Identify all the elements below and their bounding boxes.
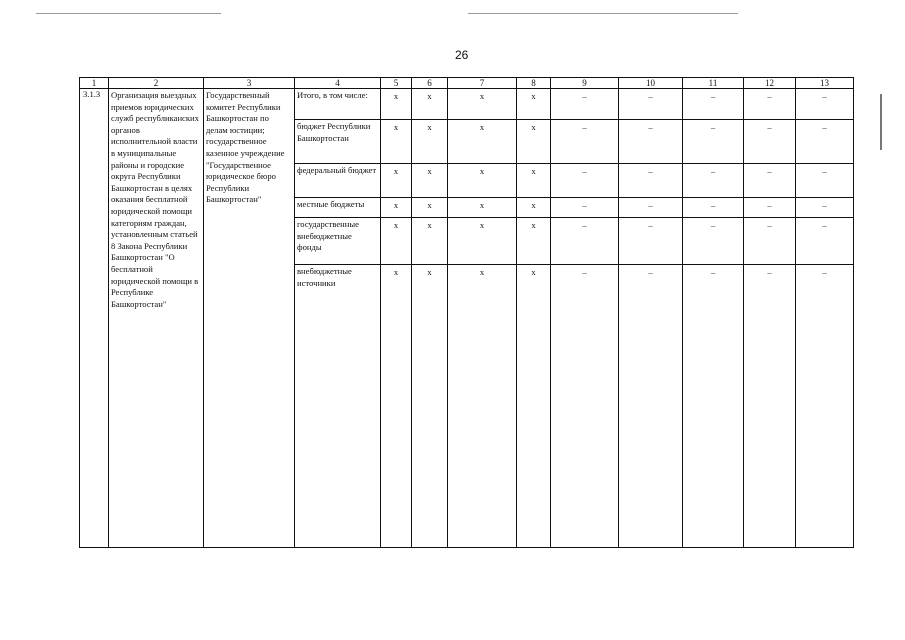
funding-source: государственные внебюджетные фонды [295, 218, 381, 265]
cell-value: – [796, 218, 854, 265]
cell-value: – [683, 164, 744, 198]
funding-source: внебюджетные источники [295, 265, 381, 548]
column-header: 7 [448, 78, 517, 89]
scan-artifact-line [468, 13, 738, 14]
cell-value: x [412, 198, 448, 218]
cell-value: – [683, 89, 744, 120]
funding-source: Итого, в том числе: [295, 89, 381, 120]
funding-source: бюджет Республики Башкортостан [295, 120, 381, 164]
cell-value: x [517, 218, 551, 265]
cell-value: x [412, 218, 448, 265]
cell-value: x [381, 89, 412, 120]
cell-value: x [448, 120, 517, 164]
cell-value: x [381, 218, 412, 265]
cell-value: – [683, 120, 744, 164]
cell-value: – [796, 89, 854, 120]
cell-value: – [619, 265, 683, 548]
scan-artifact-edge [880, 94, 882, 150]
cell-value: – [744, 120, 796, 164]
cell-value: x [517, 265, 551, 548]
table-header-row [80, 78, 854, 89]
cell-value: – [619, 164, 683, 198]
cell-value: x [412, 89, 448, 120]
cell-value: x [448, 198, 517, 218]
cell-value: – [683, 218, 744, 265]
scan-artifact-line [36, 13, 221, 14]
cell-value: – [744, 89, 796, 120]
program-table [79, 77, 854, 548]
cell-value: x [448, 89, 517, 120]
cell-value: – [744, 218, 796, 265]
cell-value: x [517, 89, 551, 120]
cell-value: – [796, 198, 854, 218]
column-header: 1 [80, 78, 109, 89]
cell-value: – [551, 164, 619, 198]
cell-value: x [381, 198, 412, 218]
cell-value: x [381, 265, 412, 548]
cell-value: – [796, 164, 854, 198]
cell-value: – [744, 164, 796, 198]
page-number: 26 [455, 48, 469, 62]
table-row [80, 89, 854, 120]
cell-value: x [412, 164, 448, 198]
cell-value: – [796, 265, 854, 548]
cell-value: x [412, 120, 448, 164]
column-header: 13 [796, 78, 854, 89]
cell-value: – [796, 120, 854, 164]
cell-value: – [551, 265, 619, 548]
funding-source: федеральный бюджет [295, 164, 381, 198]
cell-value: x [381, 164, 412, 198]
cell-value: – [551, 218, 619, 265]
cell-value: x [448, 164, 517, 198]
funding-source: местные бюджеты [295, 198, 381, 218]
column-header: 11 [683, 78, 744, 89]
cell-value: – [619, 198, 683, 218]
cell-value: – [744, 265, 796, 548]
column-header: 10 [619, 78, 683, 89]
cell-value: x [412, 265, 448, 548]
cell-value: – [683, 198, 744, 218]
column-header: 8 [517, 78, 551, 89]
column-header: 9 [551, 78, 619, 89]
column-header: 3 [204, 78, 295, 89]
cell-value: – [551, 120, 619, 164]
column-header: 12 [744, 78, 796, 89]
column-header: 6 [412, 78, 448, 89]
cell-value: x [517, 164, 551, 198]
row-number: 3.1.3 [80, 89, 109, 548]
cell-value: – [619, 89, 683, 120]
cell-value: x [381, 120, 412, 164]
cell-value: – [551, 89, 619, 120]
column-header: 5 [381, 78, 412, 89]
activity-name: Организация выездных приемов юридических служб республиканских органов исполнительной власти в муниципальные районы и городские округа Республики Башкортостан в целях оказания бесплатной юридической помощи категориям граждан, установленным статьей 8 Закона Республики Башкортостан "О бесплатной юридической помощи в Республике Башкортостан" [109, 89, 204, 548]
cell-value: – [744, 198, 796, 218]
column-header: 2 [109, 78, 204, 89]
cell-value: – [619, 218, 683, 265]
cell-value: x [448, 265, 517, 548]
cell-value: x [517, 198, 551, 218]
cell-value: – [683, 265, 744, 548]
cell-value: – [551, 198, 619, 218]
cell-value: – [619, 120, 683, 164]
executor-name: Государственный комитет Республики Башкортостан по делам юстиции; государственное казенное учреждение "Государственное юридическое бюро Республики Башкортостан" [204, 89, 295, 548]
cell-value: x [517, 120, 551, 164]
cell-value: x [448, 218, 517, 265]
column-header: 4 [295, 78, 381, 89]
